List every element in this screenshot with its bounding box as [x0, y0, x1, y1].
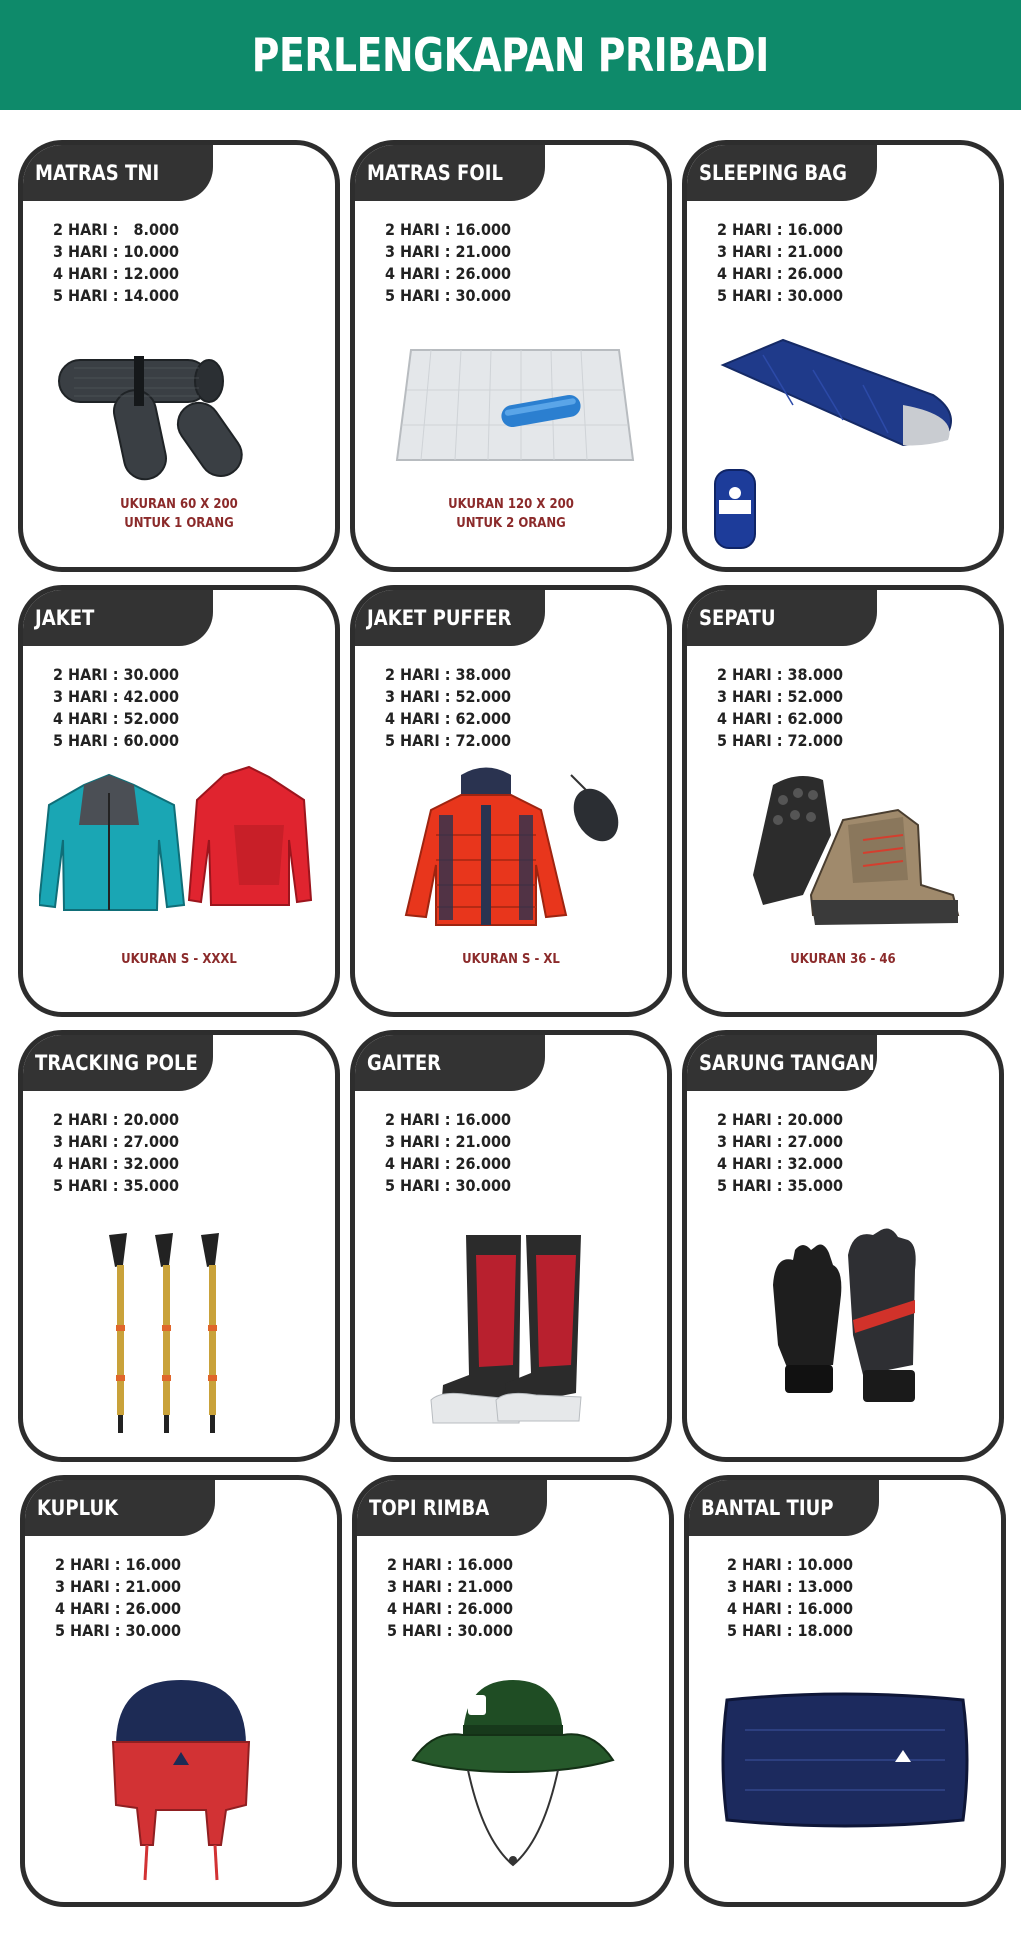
- item-card-sarung-tangan: [682, 1030, 1004, 1462]
- price-2-hari: 2 HARI : 16.000: [385, 220, 512, 239]
- card-title-tab: [687, 1035, 877, 1091]
- price-3-hari: 3 HARI : 27.000: [717, 1132, 844, 1151]
- card-title-tab: [355, 590, 545, 646]
- price-list: [387, 1554, 527, 1642]
- item-card-gaiter: [350, 1030, 672, 1462]
- item-card-sleeping-bag: [682, 140, 1004, 572]
- price-5-hari: 5 HARI : 30.000: [385, 1176, 512, 1195]
- boots-icon: [703, 765, 983, 940]
- price-2-hari: 2 HARI : 20.000: [53, 1110, 180, 1129]
- size-note-line-2: UNTUK 2 ORANG: [456, 516, 566, 531]
- price-2-hari: 2 HARI : 16.000: [385, 1110, 512, 1129]
- card-title: BANTAL TIUP: [701, 1496, 834, 1520]
- card-title-tab: [23, 145, 213, 201]
- sleeping-bag-icon: [703, 335, 983, 555]
- price-4-hari: 4 HARI : 26.000: [385, 1154, 512, 1173]
- item-card-matras-tni: [18, 140, 340, 572]
- size-note-line-1: UKURAN S - XL: [462, 952, 560, 967]
- price-3-hari: 3 HARI : 21.000: [387, 1577, 514, 1596]
- price-3-hari: 3 HARI : 21.000: [385, 242, 512, 261]
- gloves-icon: [703, 1225, 983, 1445]
- card-title: SARUNG TANGAN: [699, 1051, 875, 1075]
- price-list: [53, 1109, 193, 1197]
- price-list: [53, 664, 193, 752]
- price-5-hari: 5 HARI : 35.000: [717, 1176, 844, 1195]
- price-list: [385, 1109, 525, 1197]
- card-title: MATRAS TNI: [35, 161, 160, 185]
- item-card-sepatu: [682, 585, 1004, 1017]
- price-4-hari: 4 HARI : 62.000: [717, 709, 844, 728]
- size-note: [371, 950, 652, 969]
- price-5-hari: 5 HARI : 14.000: [53, 286, 180, 305]
- price-4-hari: 4 HARI : 26.000: [55, 1599, 182, 1618]
- card-title-tab: [23, 590, 213, 646]
- price-list: [385, 664, 525, 752]
- card-title: MATRAS FOIL: [367, 161, 503, 185]
- size-note: [39, 950, 320, 969]
- rolled-mat-icon: [39, 320, 319, 495]
- price-4-hari: 4 HARI : 16.000: [727, 1599, 854, 1618]
- foil-mat-icon: [371, 320, 651, 495]
- card-title-tab: [687, 145, 877, 201]
- card-title: TRACKING POLE: [35, 1051, 198, 1075]
- size-note-line-1: UKURAN 120 X 200: [448, 497, 574, 512]
- card-title: SEPATU: [699, 606, 776, 630]
- bucket-hat-icon: [373, 1670, 653, 1890]
- price-3-hari: 3 HARI : 21.000: [385, 1132, 512, 1151]
- price-5-hari: 5 HARI : 18.000: [727, 1621, 854, 1640]
- price-2-hari: 2 HARI : 10.000: [727, 1555, 854, 1574]
- item-card-jaket: [18, 585, 340, 1017]
- price-4-hari: 4 HARI : 12.000: [53, 264, 180, 283]
- price-2-hari: 2 HARI : 38.000: [717, 665, 844, 684]
- size-note: [703, 950, 984, 969]
- item-card-topi-rimba: [352, 1475, 674, 1907]
- price-5-hari: 5 HARI : 30.000: [717, 286, 844, 305]
- price-3-hari: 3 HARI : 10.000: [53, 242, 180, 261]
- card-title: JAKET PUFFER: [367, 606, 512, 630]
- price-5-hari: 5 HARI : 30.000: [385, 286, 512, 305]
- card-title-tab: [23, 1035, 213, 1091]
- card-title-tab: [687, 590, 877, 646]
- price-2-hari: 2 HARI : 16.000: [717, 220, 844, 239]
- price-list: [53, 219, 193, 307]
- size-note-line-2: UNTUK 1 ORANG: [124, 516, 234, 531]
- price-list: [717, 1109, 857, 1197]
- price-3-hari: 3 HARI : 21.000: [55, 1577, 182, 1596]
- price-list: [55, 1554, 195, 1642]
- price-2-hari: 2 HARI : 8.000: [53, 220, 180, 239]
- item-card-jaket-puffer: [350, 585, 672, 1017]
- pillow-icon: [705, 1670, 985, 1890]
- price-4-hari: 4 HARI : 32.000: [717, 1154, 844, 1173]
- price-5-hari: 5 HARI : 72.000: [385, 731, 512, 750]
- item-card-matras-foil: [350, 140, 672, 572]
- item-card-kupluk: [20, 1475, 342, 1907]
- item-card-tracking-pole: [18, 1030, 340, 1462]
- size-note: [371, 495, 652, 533]
- card-title-tab: [25, 1480, 215, 1536]
- price-list: [717, 664, 857, 752]
- price-5-hari: 5 HARI : 35.000: [53, 1176, 180, 1195]
- puffer-jacket-icon: [371, 765, 651, 940]
- size-note-line-1: UKURAN 36 - 46: [790, 952, 896, 967]
- price-3-hari: 3 HARI : 27.000: [53, 1132, 180, 1151]
- card-title: GAITER: [367, 1051, 442, 1075]
- price-5-hari: 5 HARI : 30.000: [55, 1621, 182, 1640]
- price-list: [727, 1554, 867, 1642]
- price-2-hari: 2 HARI : 20.000: [717, 1110, 844, 1129]
- card-title: SLEEPING BAG: [699, 161, 847, 185]
- card-title-tab: [355, 145, 545, 201]
- item-card-bantal-tiup: [684, 1475, 1006, 1907]
- price-4-hari: 4 HARI : 32.000: [53, 1154, 180, 1173]
- price-4-hari: 4 HARI : 26.000: [385, 264, 512, 283]
- page-title: PERLENGKAPAN PRIBADI: [251, 28, 770, 82]
- price-5-hari: 5 HARI : 30.000: [387, 1621, 514, 1640]
- price-5-hari: 5 HARI : 60.000: [53, 731, 180, 750]
- card-title: KUPLUK: [37, 1496, 119, 1520]
- price-4-hari: 4 HARI : 26.000: [387, 1599, 514, 1618]
- card-title-tab: [689, 1480, 879, 1536]
- gaiter-icon: [371, 1225, 651, 1445]
- price-2-hari: 2 HARI : 38.000: [385, 665, 512, 684]
- price-4-hari: 4 HARI : 26.000: [717, 264, 844, 283]
- card-title-tab: [357, 1480, 547, 1536]
- price-3-hari: 3 HARI : 52.000: [385, 687, 512, 706]
- price-2-hari: 2 HARI : 16.000: [55, 1555, 182, 1574]
- price-4-hari: 4 HARI : 62.000: [385, 709, 512, 728]
- size-note-line-1: UKURAN 60 X 200: [120, 497, 238, 512]
- beanie-icon: [41, 1670, 321, 1890]
- card-title: JAKET: [35, 606, 95, 630]
- card-title-tab: [355, 1035, 545, 1091]
- price-2-hari: 2 HARI : 30.000: [53, 665, 180, 684]
- price-5-hari: 5 HARI : 72.000: [717, 731, 844, 750]
- trekking-pole-icon: [39, 1225, 319, 1445]
- price-3-hari: 3 HARI : 42.000: [53, 687, 180, 706]
- price-3-hari: 3 HARI : 52.000: [717, 687, 844, 706]
- price-3-hari: 3 HARI : 13.000: [727, 1577, 854, 1596]
- price-2-hari: 2 HARI : 16.000: [387, 1555, 514, 1574]
- size-note: [39, 495, 320, 533]
- jacket-icon: [39, 765, 319, 940]
- price-3-hari: 3 HARI : 21.000: [717, 242, 844, 261]
- size-note-line-1: UKURAN S - XXXL: [121, 952, 237, 967]
- price-list: [385, 219, 525, 307]
- price-4-hari: 4 HARI : 52.000: [53, 709, 180, 728]
- card-title: TOPI RIMBA: [369, 1496, 490, 1520]
- price-list: [717, 219, 857, 307]
